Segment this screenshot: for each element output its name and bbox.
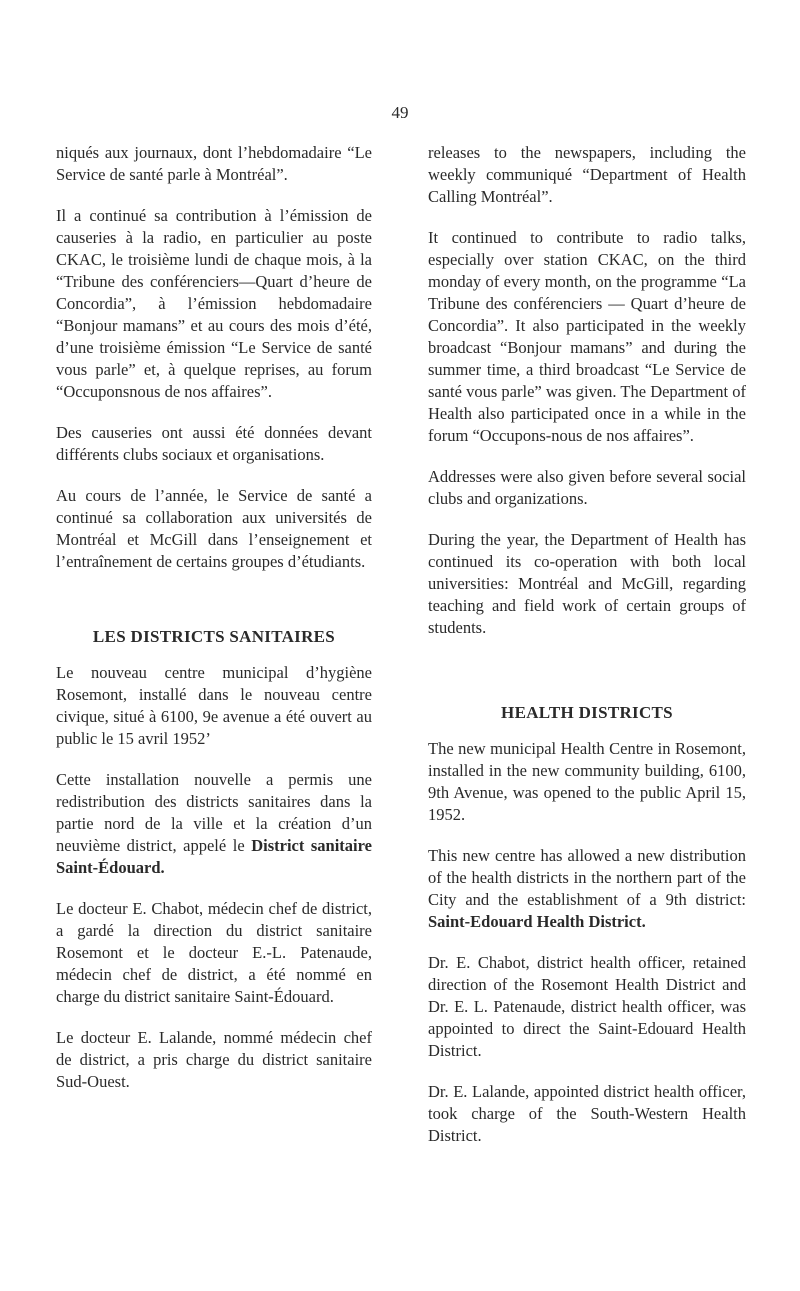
english-paragraph-1: releases to the newspapers, including the weekly communiqué “Department of Health Calling Montréal”. bbox=[428, 143, 746, 206]
french-paragraph-2: Il a continué sa contribution à l’émission de causeries à la radio, en particulier au poste CKAC, le troisième lundi de chaque mois, à la “Tribune des conférenciers—Quart d’heure de Concordia”, à l’émission hebdomadaire “Bonjour mamans” et au cours des mois d’été, d’une troisième émission “Le Service de santé vous parle” et, à quelque reprises, au forum “Occuponsnous de nos affaires”. bbox=[56, 206, 372, 401]
french-paragraph-6-text: Cette installation nouvelle a permis une redistribution des districts sanitaires dans la partie nord de la ville et la création d’un neuvième district, appelé le bbox=[56, 770, 372, 855]
french-section-heading: LES DISTRICTS SANITAIRES bbox=[92, 627, 336, 646]
english-paragraph-8: Dr. E. Lalande, appointed district health officer, took charge of the South-Western Health District. bbox=[428, 1082, 746, 1145]
french-column bbox=[56, 142, 372, 1112]
english-column bbox=[428, 142, 746, 1166]
french-paragraph-3: Des causeries ont aussi été données devant différents clubs sociaux et organisations. bbox=[56, 423, 372, 464]
english-paragraph-6-text: This new centre has allowed a new distribution of the health districts in the northern part of the City and the establishment of a 9th district: bbox=[428, 846, 746, 909]
english-paragraph-3: Addresses were also given before several social clubs and organizations. bbox=[428, 467, 746, 508]
french-paragraph-6 bbox=[56, 769, 372, 879]
english-section-heading: HEALTH DISTRICTS bbox=[501, 703, 673, 722]
english-paragraph-4: During the year, the Department of Health has continued its co-operation with both local universities: Montréal and McGill, regarding teaching and field work of certain groups of students. bbox=[428, 530, 746, 637]
page-number: 49 bbox=[391, 103, 409, 122]
french-paragraph-1: niqués aux journaux, dont l’hebdomadaire “Le Service de santé parle à Montréal”. bbox=[56, 143, 372, 184]
french-paragraph-4: Au cours de l’année, le Service de santé a continué sa collaboration aux universités de Montréal et McGill dans l’enseignement et l’entraînement de certains groupes d’étudiants. bbox=[56, 486, 372, 571]
english-paragraph-2: It continued to contribute to radio talks, especially over station CKAC, on the third monday of every month, on the programme “La Tribune des conférenciers — Quart d’heure de Concordia”. It also participated in the weekly broadcast “Bonjour mamans” and during the summer time, a third broadcast “Le Service de santé vous parle” was given. The Department of Health also participated once in a while in the forum “Occupons-nous de nos affaires”. bbox=[428, 228, 746, 445]
french-district-name: District sanitaire Saint-Édouard. bbox=[56, 836, 372, 877]
english-district-name: Saint-Edouard Health District. bbox=[428, 912, 646, 931]
french-paragraph-5: Le nouveau centre municipal d’hygiène Rosemont, installé dans le nouveau centre civique, situé à 6100, 9e avenue a été ouvert au public le 15 avril 1952’ bbox=[56, 663, 372, 748]
english-paragraph-6 bbox=[428, 845, 746, 933]
english-paragraph-7: Dr. E. Chabot, district health officer, retained direction of the Rosemont Health District and Dr. E. L. Patenaude, district health officer, was appointed to direct the Saint-Edouard Health District. bbox=[428, 953, 746, 1060]
english-paragraph-5: The new municipal Health Centre in Rosemont, installed in the new community building, 6100, 9th Avenue, was opened to the public April 15, 1952. bbox=[428, 739, 746, 824]
french-paragraph-7: Le docteur E. Chabot, médecin chef de district, a gardé la direction du district sanitaire Rosemont et le docteur E.-L. Patenaude, médecin chef de district, a été nommé en charge du district sanitaire Saint-Édouard. bbox=[56, 899, 372, 1006]
french-paragraph-8: Le docteur E. Lalande, nommé médecin chef de district, a pris charge du district sanitaire Sud-Ouest. bbox=[56, 1028, 372, 1091]
